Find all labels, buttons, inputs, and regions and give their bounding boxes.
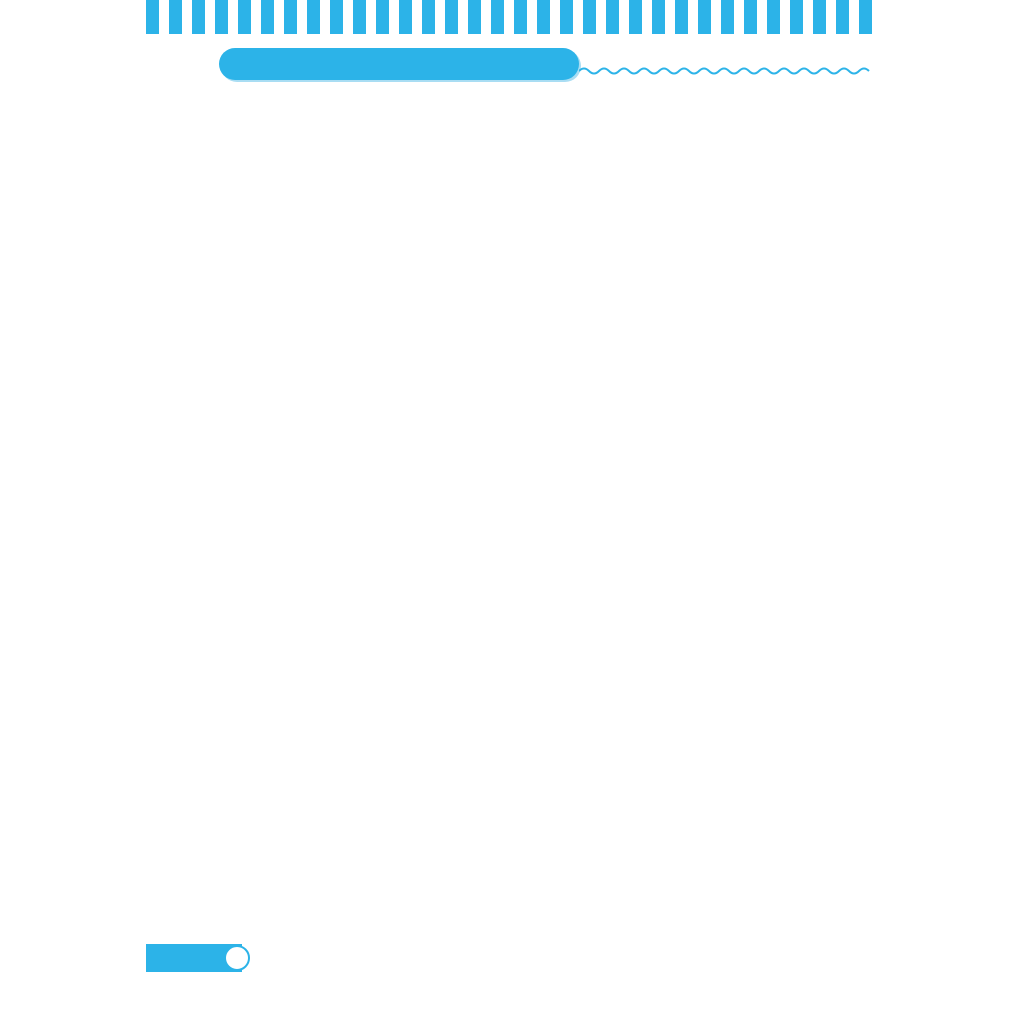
page-header-title [219,48,579,80]
top-stripe-band [146,0,872,34]
header-wave-decoration [579,64,872,78]
workbook-page [146,0,872,1017]
page-number [224,945,250,971]
